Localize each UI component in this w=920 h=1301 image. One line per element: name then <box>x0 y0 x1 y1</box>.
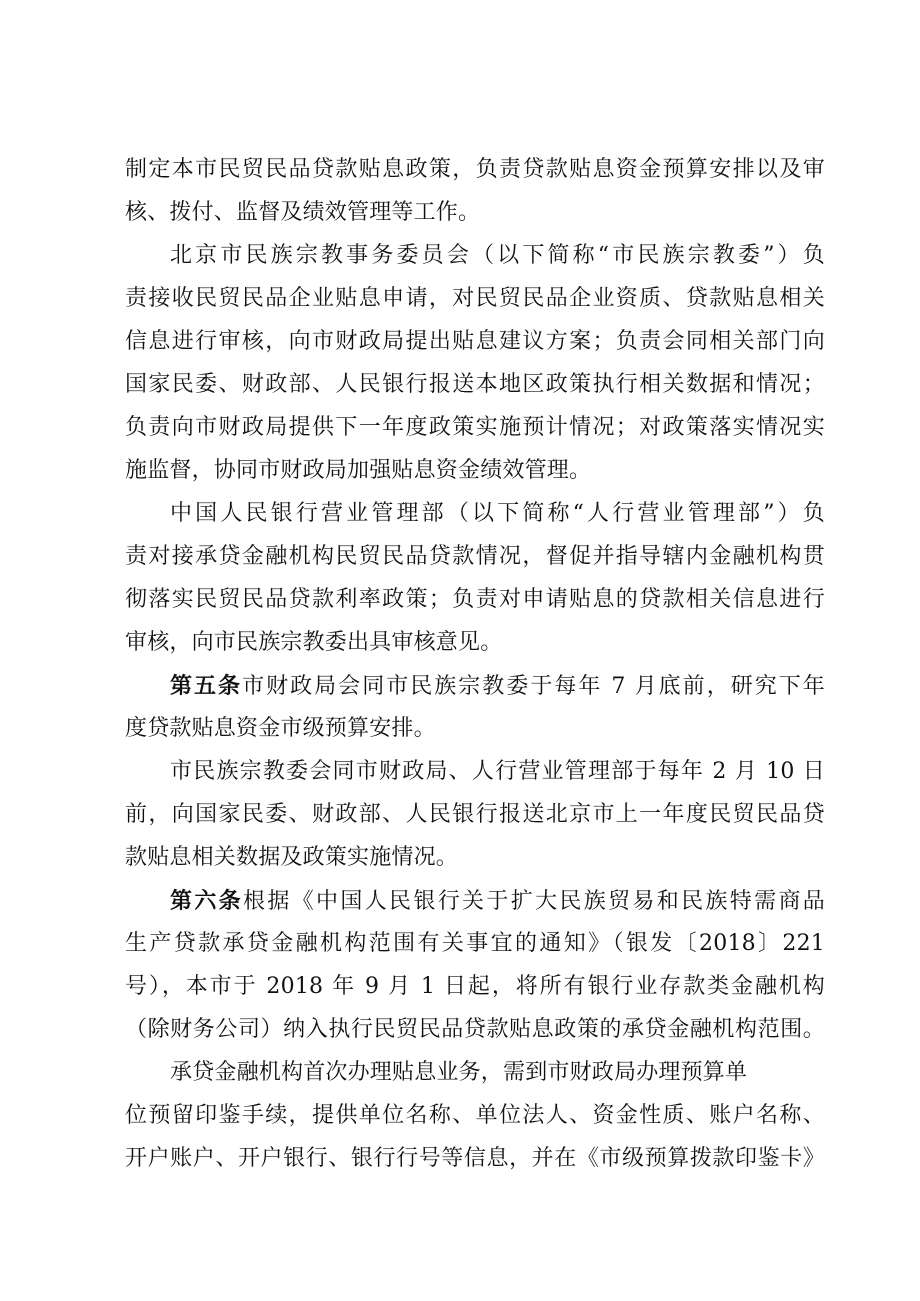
article-6-label: 第六条 <box>170 888 244 914</box>
body-line: 责对接承贷金融机构民贸民品贷款情况，督促并指导辖内金融机构贯 <box>125 544 825 569</box>
article-6-line <box>170 890 825 913</box>
body-line: 开户账户、开户银行、银行行号等信息，并在《市级预算拨款印鉴卡》 <box>125 1146 825 1171</box>
body-line: 审核，向市民族宗教委出具审核意见。 <box>125 630 503 655</box>
body-line: 施监督，协同市财政局加强贴息资金绩效管理。 <box>125 458 592 483</box>
article-5-text: 市财政局会同市民族宗教委于每年 7 月底前，研究下年 <box>242 674 825 699</box>
body-line: 市民族宗教委会同市财政局、人行营业管理部于每年 2 月 10 日 <box>170 759 825 784</box>
body-line: 信息进行审核，向市财政局提出贴息建议方案；负责会同相关部门向 <box>125 329 825 354</box>
body-line: 号），本市于 2018 年 9 月 1 日起，将所有银行业存款类金融机构 <box>125 974 825 999</box>
body-line: 承贷金融机构首次办理贴息业务，需到市财政局办理预算单 <box>170 1060 748 1085</box>
body-line: 生产贷款承贷金融机构范围有关事宜的通知》（银发〔2018〕221 <box>125 931 825 956</box>
body-line: 位预留印鉴手续，提供单位名称、单位法人、资金性质、账户名称、 <box>125 1103 825 1128</box>
body-line: （除财务公司）纳入执行民贸民品贷款贴息政策的承贷金融机构范围。 <box>125 1017 825 1042</box>
body-line: 前，向国家民委、财政部、人民银行报送北京市上一年度民贸民品贷 <box>125 802 825 827</box>
body-line: 彻落实民贸民品贷款利率政策；负责对申请贴息的贷款相关信息进行 <box>125 587 825 612</box>
body-line: 款贴息相关数据及政策实施情况。 <box>125 845 459 870</box>
article-5-line <box>170 675 825 698</box>
body-line: 核、拨付、监督及绩效管理等工作。 <box>125 200 481 225</box>
body-line: 北京市民族宗教事务委员会（以下简称“市民族宗教委”）负 <box>170 243 825 268</box>
body-line: 制定本市民贸民品贷款贴息政策，负责贷款贴息资金预算安排以及审 <box>125 157 825 182</box>
body-line: 中国人民银行营业管理部（以下简称“人行营业管理部”）负 <box>170 501 825 526</box>
article-6-text: 根据《中国人民银行关于扩大民族贸易和民族特需商品 <box>243 889 825 914</box>
body-line: 度贷款贴息资金市级预算安排。 <box>125 716 436 741</box>
body-line: 国家民委、财政部、人民银行报送本地区政策执行相关数据和情况； <box>125 372 825 397</box>
body-line: 负责向市财政局提供下一年度政策实施预计情况；对政策落实情况实 <box>125 415 825 440</box>
body-line: 责接收民贸民品企业贴息申请，对民贸民品企业资质、贷款贴息相关 <box>125 286 825 311</box>
article-5-label: 第五条 <box>170 673 243 699</box>
